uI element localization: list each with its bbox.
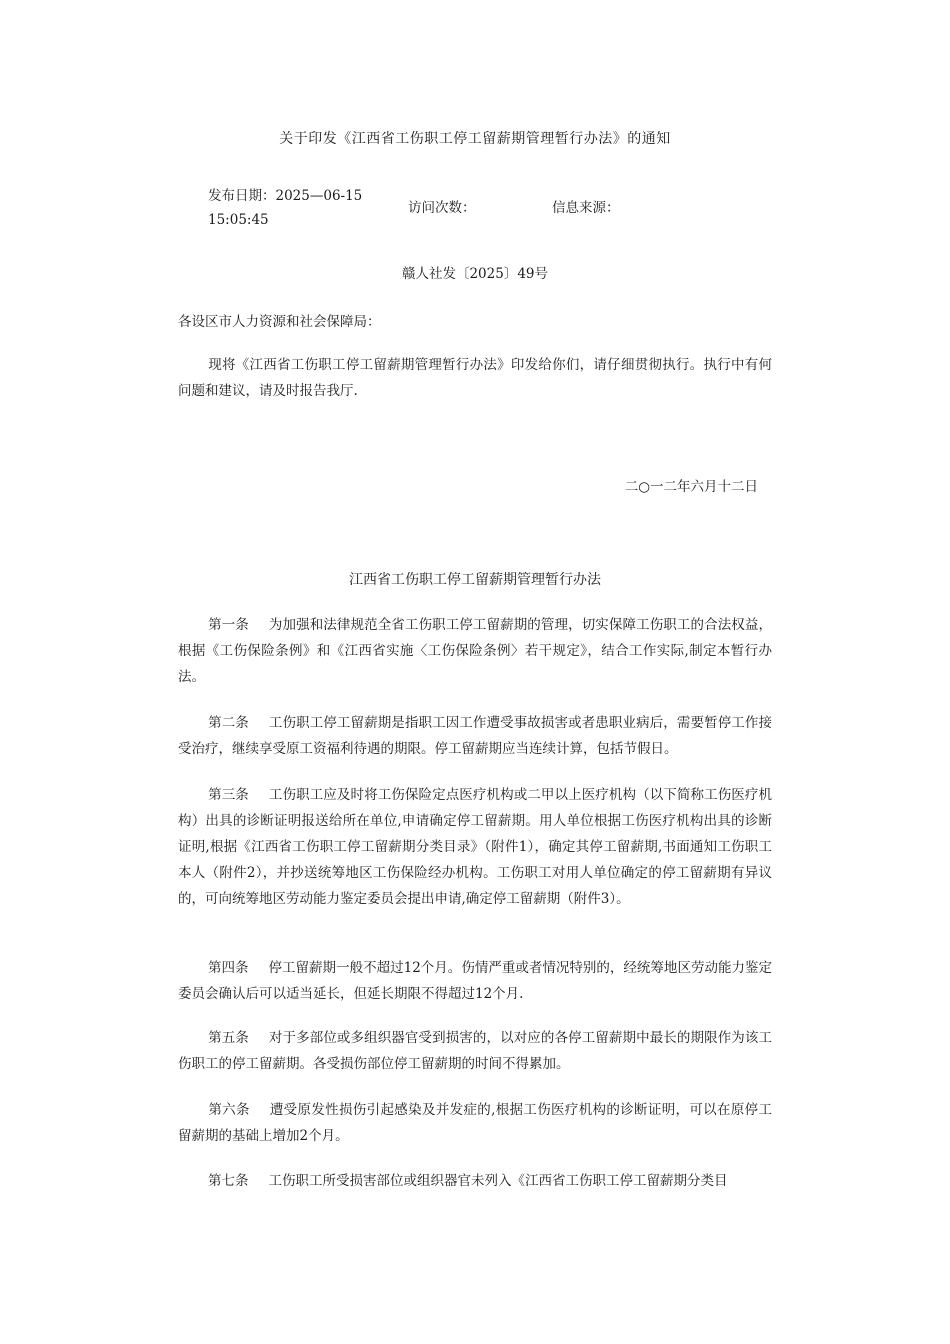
- article-text: 工伤职工应及时将工伤保险定点医疗机构或二甲以上医疗机构（以下简称工伤医疗机构）出具的诊断证明报送给所在单位,申请确定停工留薪期。用人单位根据工伤医疗机构出具的诊断证明,根据《江西省工伤职工停工留薪期分类目录》（附件1），确定其停工留薪期,书面通知工伤职工本人（附件2），并抄送统筹地区工伤保险经办机构。工伤职工对用人单位确定的停工留薪期有异议的，可向统筹地区劳动能力鉴定委员会提出申请,确定停工留薪期（附件3）。: [178, 787, 773, 907]
- article-label: 第七条: [208, 1173, 249, 1189]
- notice-body-text: 现将《江西省工伤职工停工留薪期管理暂行办法》印发给你们，请仔细贯彻执行。执行中有何问题和建议，请及时报告我厅.: [178, 357, 772, 399]
- article: [178, 612, 772, 690]
- article-text: 工伤职工停工留薪期是指职工因工作遭受事故损害或者患职业病后，需要暂停工作接受治疗，继续享受原工资福利待遇的期限。停工留薪期应当连续计算，包括节假日。: [178, 715, 773, 757]
- meta-info: [208, 184, 768, 234]
- article-text: 对于多部位或多组织器官受到损害的，以对应的各停工留薪期中最长的期限作为该工伤职工的停工留薪期。各受损伤部位停工留薪期的时间不得累加。: [178, 1030, 773, 1072]
- salutation: 各设区市人力资源和社会保障局：: [178, 314, 381, 330]
- article: [178, 1097, 772, 1149]
- document-number: 赣人社发〔2025〕49号: [401, 266, 549, 282]
- article-text: 工伤职工所受损害部位或组织器官未列入《江西省工伤职工停工留薪期分类目: [268, 1173, 728, 1189]
- article: [178, 1168, 772, 1194]
- article: [178, 1025, 772, 1077]
- article-label: 第四条: [208, 960, 249, 976]
- article-text: 为加强和法律规范全省工伤职工停工留薪期的管理，切实保障工伤职工的合法权益，根据《工伤保险条例》和《江西省实施〈工伤保险条例〉若干规定》，结合工作实际,制定本暂行办法。: [178, 617, 773, 685]
- article-label: 第六条: [208, 1102, 250, 1118]
- article: [178, 710, 772, 762]
- visits-label: 访问次数：: [408, 200, 476, 216]
- article-label: 第三条: [208, 787, 249, 803]
- article-label: 第一条: [208, 617, 249, 633]
- publish-date: 发布日期：2025—06-15 15:05:45: [208, 188, 363, 228]
- notice-title: 关于印发《江西省工伤职工停工留薪期管理暂行办法》的通知: [279, 131, 671, 147]
- article-label: 第二条: [208, 715, 249, 731]
- notice-body: [178, 352, 772, 404]
- article-text: 停工留薪期一般不超过12个月。伤情严重或者情况特别的，经统筹地区劳动能力鉴定委员会确认后可以适当延长，但延长期限不得超过12个月.: [178, 960, 772, 1002]
- source-label: 信息来源：: [552, 200, 620, 216]
- measures-title: 江西省工伤职工停工留薪期管理暂行办法: [349, 572, 601, 588]
- article-label: 第五条: [208, 1030, 249, 1046]
- sign-date: 二○一二年六月十二日: [624, 479, 758, 495]
- article: [178, 782, 772, 912]
- article-text: 遭受原发性损伤引起感染及并发症的,根据工伤医疗机构的诊断证明，可以在原停工留薪期的基础上增加2个月。: [178, 1102, 773, 1144]
- article: [178, 955, 772, 1007]
